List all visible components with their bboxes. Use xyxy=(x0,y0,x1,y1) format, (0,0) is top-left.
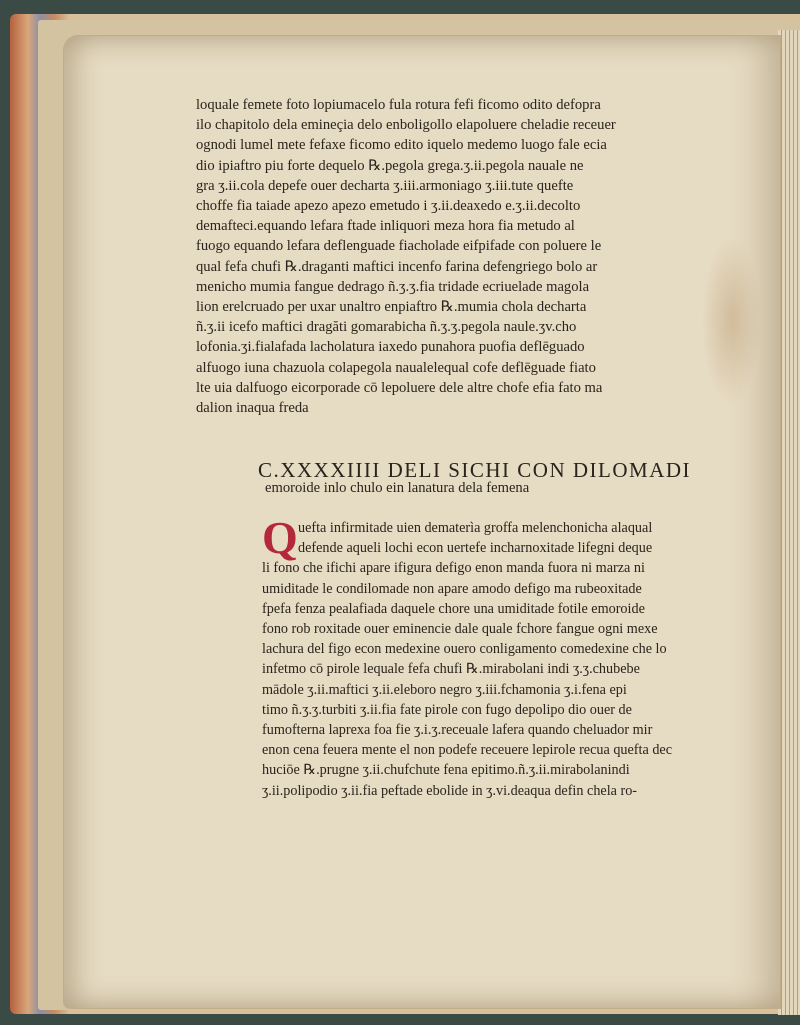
text-line: enon cena feuera mente el non podefe receuere lepirole recua quefta dec xyxy=(262,742,673,759)
text-line: menicho mumia fangue dedrago ñ.ʒ.ʒ.fia tridade ecriuelade magola xyxy=(196,278,590,295)
text-line: lte uia dalfuogo eicorporade cō lepoluere dele altre chofe efia fato ma xyxy=(196,379,603,396)
text-line: mādole ʒ.ii.maftici ʒ.ii.eleboro negro ʒ.iii.fchamonia ʒ.i.fena epi xyxy=(262,681,627,698)
text-line: timo ñ.ʒ.ʒ.turbiti ʒ.ii.fia fate pirole con fugo depolipo dio ouer de xyxy=(262,701,632,718)
text-line: loquale femete foto lopiumacelo fula rotura fefi ficomo odito defopra xyxy=(196,97,601,113)
text-line: defende aqueli lochi econ uertefe incharnoxitade lifegni deque xyxy=(298,540,653,557)
text-line: dalion inaqua freda xyxy=(196,400,309,417)
text-line: qual fefa chufi ℞.draganti maftici incenfo farina defengriego bolo ar xyxy=(196,258,598,275)
text-line: ognodi lumel mete fefaxe ficomo edito iquelo medemo luogo fale ecia xyxy=(196,137,607,154)
text-line: li fono che ifichi apare ifigura defigo enon manda fuora ni marza ni xyxy=(262,560,645,577)
text-line: fpefa fenza pealafiada daquele chore una umiditade fotile emoroide xyxy=(262,600,645,617)
text-line: ʒ.ii.polipodio ʒ.ii.fia peftade ebolide in ʒ.vi.deaqua defin chela ro- xyxy=(262,782,638,799)
text-line: infetmo cō pirole lequale fefa chufi ℞.mirabolani indi ʒ.ʒ.chubebe xyxy=(262,661,640,678)
text-line: lachura del figo econ medexine ouero conligamento comedexine che lo xyxy=(262,641,667,658)
text-line: lion erelcruado per uxar unaltro enpiaftro ℞.mumia chola decharta xyxy=(196,299,587,316)
text-line: huciōe ℞.prugne ʒ.ii.chufchute fena epitimo.ñ.ʒ.ii.mirabolanindi xyxy=(262,762,630,779)
page-edges xyxy=(778,30,800,1015)
text-line: fono rob roxitade ouer eminencie dale quale fchore fangue ogni mexe xyxy=(262,621,658,638)
text-line: gra ʒ.ii.cola depefe ouer decharta ʒ.iii.armoniago ʒ.iii.tute quefte xyxy=(196,177,574,194)
text-line: demafteci.equando lefara ftade inliquori meza hora fia metudo al xyxy=(196,218,575,235)
text-line: lofonia.ʒi.fialafada lacholatura iaxedo punahora puofia deflēguado xyxy=(196,339,585,356)
text-line: dio ipiaftro piu forte dequelo ℞.pegola grega.ʒ.ii.pegola nauale ne xyxy=(196,157,584,174)
text-line: fumofterna laprexa foa fie ʒ.i.ʒ.receuale lafera quando cheluador mir xyxy=(262,722,653,739)
text-line: ilo chapitolo dela emineçia delo enboligollo elapoluere cheladie receuer xyxy=(196,117,616,134)
paragraph-2 xyxy=(262,512,712,801)
text-line: umiditade le condilomade non apare amodo defigo ma rubeoxitade xyxy=(262,580,642,597)
chapter-heading: C.XXXXIIII DELI SICHI CON DILOMADI xyxy=(258,458,692,482)
paragraph-1 xyxy=(196,95,716,418)
text-line: fuogo equando lefara deflenguade fiacholade eifpifade con poluere le xyxy=(196,238,602,255)
chapter-subheading: emoroide inlo chulo ein lanatura dela femena xyxy=(265,480,530,496)
text-line: ñ.ʒ.ii icefo maftici dragăti gomarabicha ñ.ʒ.ʒ.pegola naule.ʒv.cho xyxy=(196,319,577,336)
text-line: alfuogo iuna chazuola colapegola naualelequal cofe deflēguade fiato xyxy=(196,359,596,376)
text-line: choffe fia taiade apezo apezo emetudo i ʒ.ii.deaxedo e.ʒ.ii.decolto xyxy=(196,198,581,215)
red-initial-letter: Q xyxy=(262,512,298,563)
text-line: uefta infirmitade uien dematerìa groffa melenchonicha alaqual xyxy=(298,520,653,536)
